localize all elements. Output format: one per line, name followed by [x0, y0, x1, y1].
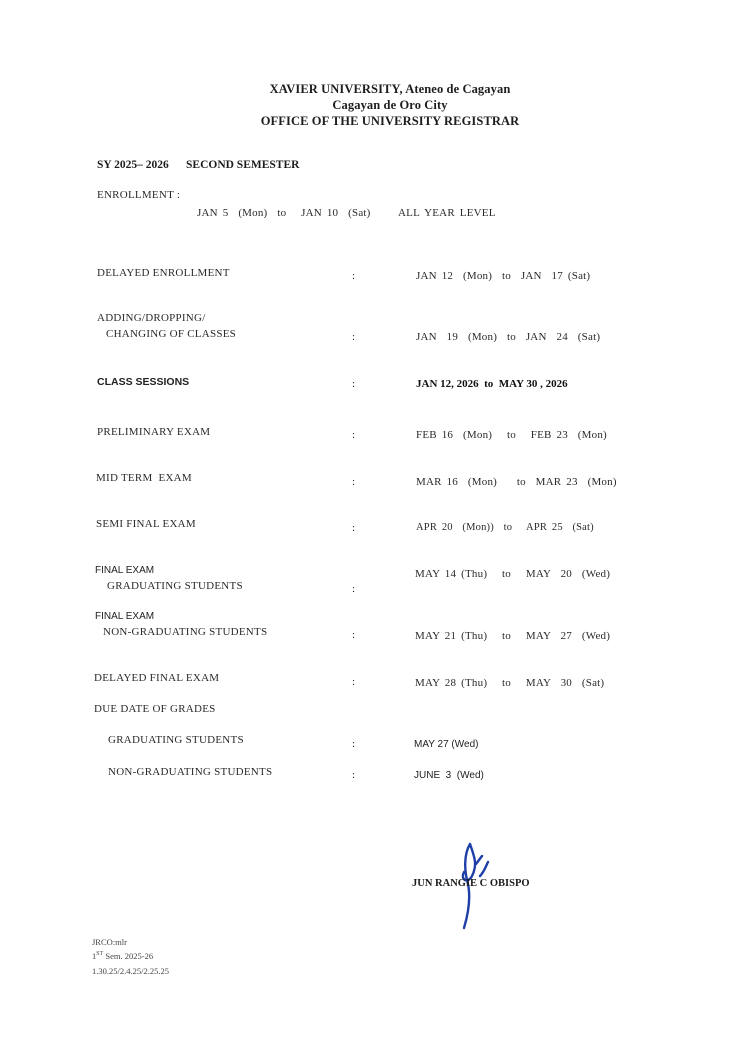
colon: : — [352, 583, 356, 595]
colon: : — [352, 429, 356, 441]
schedule-value-preliminary-exam: FEB 16 (Mon) to FEB 23 (Mon) — [416, 429, 607, 441]
colon: : — [352, 476, 356, 488]
schedule-value-semi-final-exam: APR 20 (Mon)) to APR 25 (Sat) — [416, 522, 594, 533]
office-title: OFFICE OF THE UNIVERSITY REGISTRAR — [260, 114, 520, 128]
colon: : — [352, 270, 356, 282]
university-city: Cagayan de Oro City — [332, 98, 448, 112]
schedule-value-final-exam-graduating: MAY 14 (Thu) to MAY 20 (Wed) — [415, 568, 611, 580]
colon: : — [352, 331, 356, 343]
colon: : — [352, 378, 356, 390]
grades-heading: DUE DATE OF GRADES — [94, 703, 216, 715]
colon: : — [352, 769, 356, 781]
colon: : — [352, 522, 356, 534]
schedule-label-final-exam: FINAL EXAM — [95, 565, 155, 576]
schedule-value-class-sessions: JAN 12, 2026 to MAY 30 , 2026 — [416, 378, 568, 390]
schedule-label-graduating-students: GRADUATING STUDENTS — [107, 580, 243, 592]
school-year: SY 2025– 2026 — [97, 159, 169, 171]
footer-semester: 1ST Sem. 2025-26 — [92, 951, 154, 961]
footer-revision-dates: 1.30.25/2.4.25/2.25.25 — [92, 966, 169, 976]
grades-value-non-graduating: JUNE 3 (Wed) — [414, 770, 484, 781]
grades-label-non-graduating: NON-GRADUATING STUDENTS — [108, 766, 273, 778]
schedule-label-changing-classes: CHANGING OF CLASSES — [106, 328, 237, 340]
schedule-label-final-exam: FINAL EXAM — [95, 611, 155, 622]
schedule-value-adding-dropping: JAN 19 (Mon) to JAN 24 (Sat) — [416, 331, 601, 343]
schedule-label-midterm-exam: MID TERM EXAM — [96, 472, 192, 484]
schedule-value-midterm-exam: MAR 16 (Mon) to MAR 23 (Mon) — [416, 476, 617, 488]
grades-value-graduating: MAY 27 (Wed) — [414, 739, 479, 750]
schedule-label-semi-final-exam: SEMI FINAL EXAM — [96, 518, 196, 530]
schedule-label-delayed-final-exam: DELAYED FINAL EXAM — [94, 672, 220, 684]
grades-label-graduating: GRADUATING STUDENTS — [108, 734, 244, 746]
schedule-label-adding-dropping: ADDING/DROPPING/ — [97, 312, 206, 324]
schedule-value-delayed-enrollment: JAN 12 (Mon) to JAN 17 (Sat) — [416, 270, 591, 282]
signatory-name: JUN RANGIE C OBISPO — [412, 878, 530, 889]
colon: : — [352, 738, 356, 750]
schedule-label-class-sessions: CLASS SESSIONS — [97, 376, 190, 388]
schedule-label-preliminary-exam: PRELIMINARY EXAM — [97, 426, 211, 438]
enrollment-label: ENROLLMENT : — [97, 189, 181, 201]
schedule-value-final-exam-non-graduating: MAY 21 (Thu) to MAY 27 (Wed) — [415, 630, 611, 642]
colon: : — [352, 676, 356, 688]
enrollment-dates: JAN 5 (Mon) to JAN 10 (Sat) — [197, 207, 371, 219]
schedule-label-delayed-enrollment: DELAYED ENROLLMENT — [97, 267, 230, 279]
schedule-value-delayed-final-exam: MAY 28 (Thu) to MAY 30 (Sat) — [415, 677, 605, 689]
footer-initials: JRCO:mlr — [92, 937, 127, 947]
schedule-label-non-graduating-students: NON-GRADUATING STUDENTS — [103, 626, 268, 638]
semester: SECOND SEMESTER — [186, 159, 300, 171]
enrollment-level: ALL YEAR LEVEL — [398, 207, 496, 219]
colon: : — [352, 629, 356, 641]
university-name: XAVIER UNIVERSITY, Ateneo de Cagayan — [269, 82, 511, 96]
